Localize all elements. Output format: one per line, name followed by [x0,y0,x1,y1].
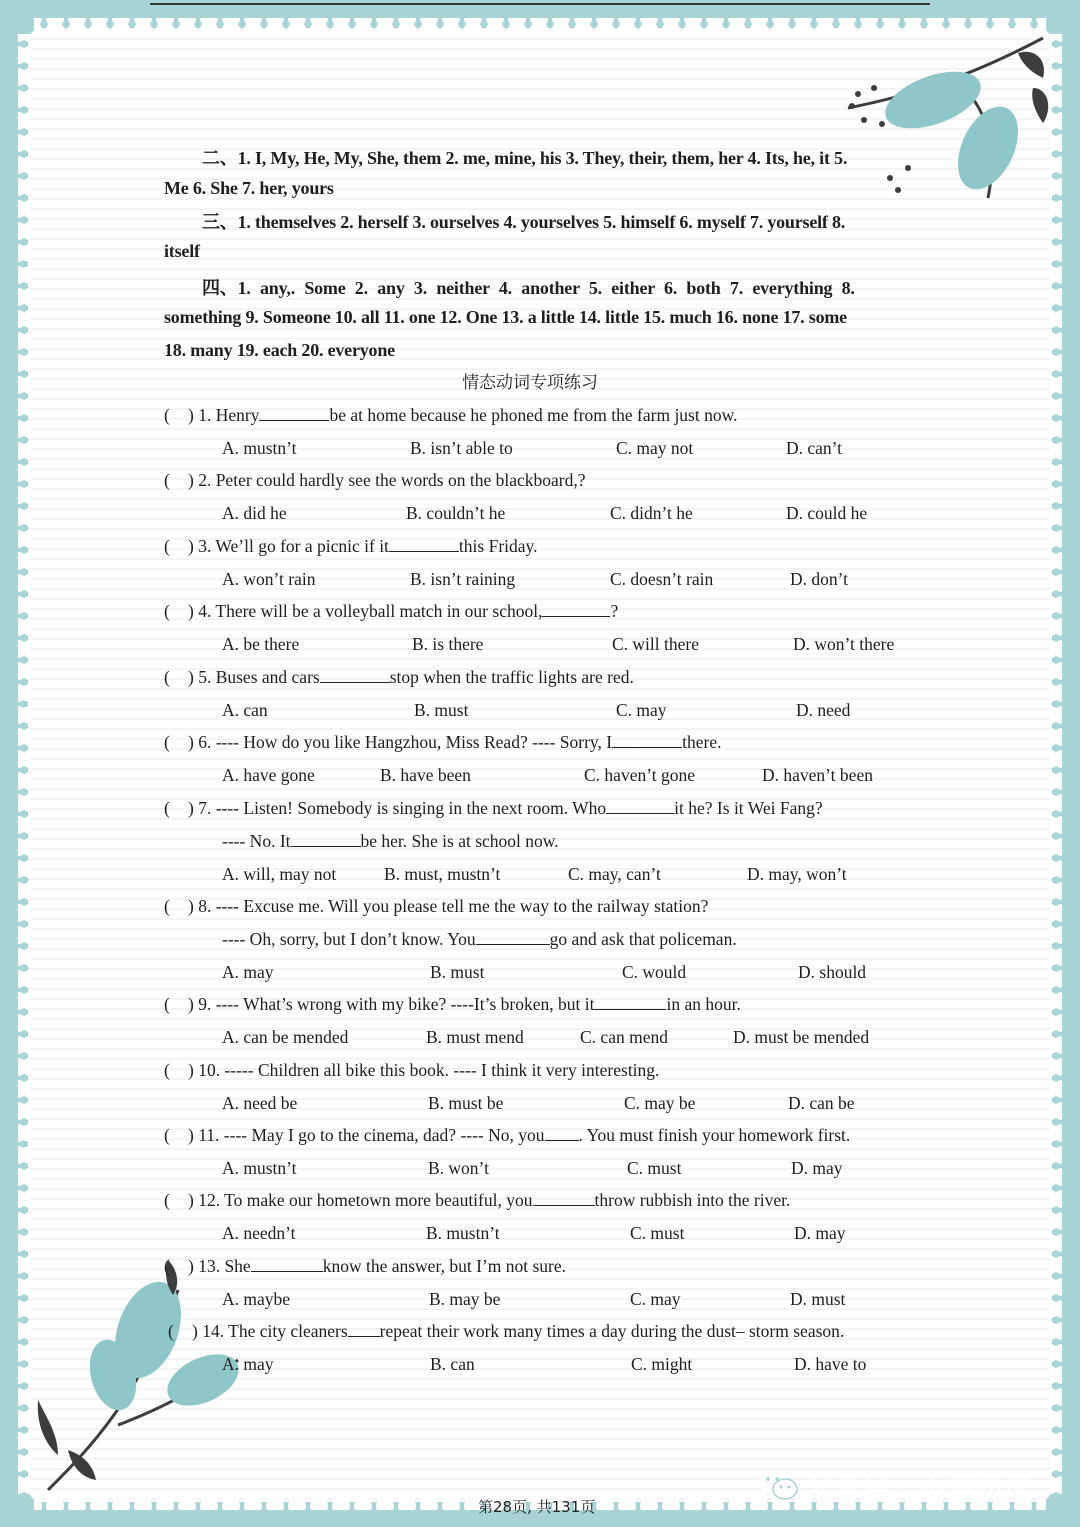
q10-option-c: C. may be [624,1093,696,1113]
q3-option-d: D. don’t [790,569,849,589]
q12-option-a: A. needn’t [222,1223,296,1243]
answer-section-2-line1: 二、1. I, My, He, My, She, them 2. me, mine, his 3. They, their, them, her 4. Its, he, it 5. [202,148,848,168]
q7-option-b: B. must, mustn’t [384,864,501,884]
question-5: ( ) 5. Buses and cars stop when the traffic lights are red. [164,667,634,687]
q12-option-b: B. mustn’t [426,1223,500,1243]
q9-option-d: D. must be mended [733,1027,870,1047]
q2-option-c: C. didn’t he [610,503,693,523]
q1-option-b: B. isn’t able to [410,438,513,458]
q10-option-d: D. can be [788,1093,855,1113]
q5-option-d: D. need [796,700,851,720]
q7-option-a: A. will, may not [222,864,337,884]
q5-option-a: A. can [222,700,268,720]
q6-option-c: C. haven’t gone [584,765,695,785]
answer-section-2-line2: Me 6. She 7. her, yours [164,178,334,198]
leaf-branch-top-right [838,28,1058,208]
question-4: ( ) 4. There will be a volleyball match in our school, ? [164,601,619,621]
q4-option-d: D. won’t there [793,634,895,654]
question-12: ( ) 12. To make our hometown more beautiful, you throw rubbish into the river. [164,1190,791,1210]
question-13: ( ) 13. She know the answer, but I’m not sure. [164,1256,566,1276]
wechat-icon [758,1468,798,1502]
answer-section-3-line1: 三、1. themselves 2. herself 3. ourselves 4. yourselves 5. himself 6. myself 7. yourself 8. [202,212,846,232]
q7-option-d: D. may, won’t [747,864,847,884]
q6-option-d: D. haven’t been [762,765,873,785]
q13-option-d: D. must [790,1289,846,1309]
q2-option-a: A. did he [222,503,287,523]
question-11: ( ) 11. ---- May I go to the cinema, dad? ---- No, you . You must finish your homework first. [164,1125,851,1145]
q11-option-d: D. may [791,1158,843,1178]
q3-option-c: C. doesn’t rain [610,569,714,589]
q14-option-d: D. have to [794,1354,867,1374]
q12-option-d: D. may [794,1223,846,1243]
q13-option-b: B. may be [429,1289,501,1309]
q1-option-a: A. mustn’t [222,438,297,458]
question-9: ( ) 9. ---- What’s wrong with my bike? ----It’s broken, but it in an hour. [164,994,741,1014]
q3-option-a: A. won’t rain [222,569,316,589]
q5-option-c: C. may [616,700,667,720]
q9-option-a: A. can be mended [222,1027,349,1047]
q11-option-a: A. mustn’t [222,1158,297,1178]
q2-option-b: B. couldn’t he [406,503,506,523]
q6-option-a: A. have gone [222,765,315,785]
answer-section-4-line1: 四、1. any,. Some 2. any 3. neither 4. another 5. either 6. both 7. everything 8. [202,278,855,298]
question-14: ( ) 14. The city cleaners repeat their work many times a day during the dust– storm season. [168,1321,845,1341]
question-8-reply: ---- Oh, sorry, but I don’t know. You go and ask that policeman. [222,929,737,949]
q1-option-c: C. may not [616,438,694,458]
question-3: ( ) 3. We’ll go for a picnic if it this Friday. [164,536,538,556]
answer-section-3-line2: itself [164,241,200,261]
watermark: 公众号 · 小儒郎说 [806,1472,1031,1503]
q7-option-c: C. may, can’t [568,864,661,884]
leaf-branch-bottom-left [28,1250,258,1500]
section-title: 情态动词专项练习 [462,373,598,393]
question-7-reply: ---- No. It be her. She is at school now. [222,831,559,851]
question-6: ( ) 6. ---- How do you like Hangzhou, Miss Read? ---- Sorry, I there. [164,732,722,752]
question-10: ( ) 10. ----- Children all bike this book. ---- I think it very interesting. [164,1060,660,1080]
q10-option-b: B. must be [428,1093,504,1113]
question-8: ( ) 8. ---- Excuse me. Will you please tell me the way to the railway station? [164,896,709,916]
q8-option-b: B. must [430,962,485,982]
answer-section-4-line3: 18. many 19. each 20. everyone [164,340,395,360]
q9-option-c: C. can mend [580,1027,668,1047]
q4-option-b: B. is there [412,634,484,654]
question-7: ( ) 7. ---- Listen! Somebody is singing in the next room. Who it he? Is it Wei Fang? [164,798,823,818]
q6-option-b: B. have been [380,765,471,785]
q8-option-c: C. would [622,962,687,982]
q10-option-a: A. need be [222,1093,298,1113]
q14-option-b: B. can [430,1354,475,1374]
q4-option-a: A. be there [222,634,300,654]
q14-option-a: A. may [222,1354,274,1374]
q11-option-c: C. must [627,1158,682,1178]
q1-option-d: D. can’t [786,438,843,458]
q4-option-c: C. will there [612,634,699,654]
q2-option-d: D. could he [786,503,868,523]
question-1: ( ) 1. Henry be at home because he phoned me from the farm just now. [164,405,738,425]
q5-option-b: B. must [414,700,469,720]
question-2: ( ) 2. Peter could hardly see the words on the blackboard,? [164,470,586,490]
q11-option-b: B. won’t [428,1158,489,1178]
q13-option-c: C. may [630,1289,681,1309]
page-footer: 第28页, 共131页 [478,1498,596,1516]
q9-option-b: B. must mend [426,1027,524,1047]
q8-option-d: D. should [798,962,867,982]
q8-option-a: A. may [222,962,274,982]
q13-option-a: A. maybe [222,1289,291,1309]
answer-section-4-line2: something 9. Someone 10. all 11. one 12. One 13. a little 14. little 15. much 16. none 17. some [164,307,847,327]
q3-option-b: B. isn’t raining [410,569,516,589]
q12-option-c: C. must [630,1223,685,1243]
q14-option-c: C. might [631,1354,693,1374]
